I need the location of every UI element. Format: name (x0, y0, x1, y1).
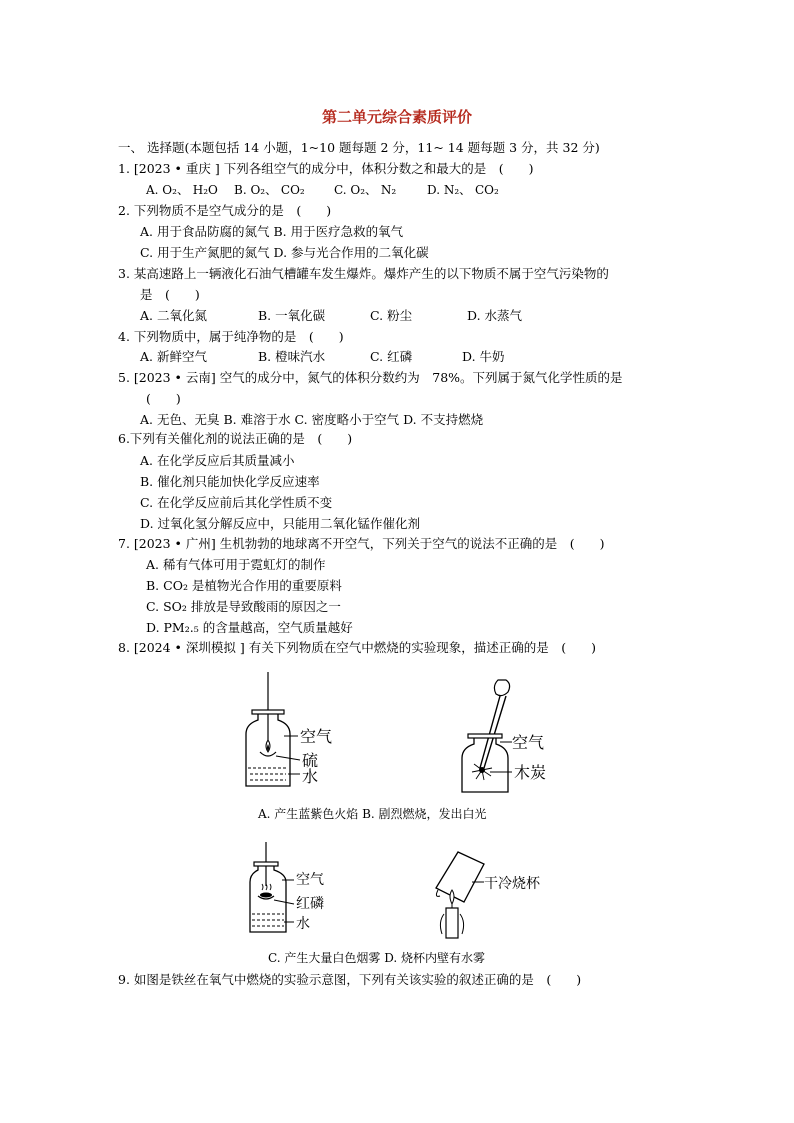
question-6-stem: 6.下列有关催化剂的说法正确的是 ( ) (118, 431, 353, 446)
question-3-option-d: D. 水蒸气 (467, 308, 523, 323)
question-7-option-a: A. 稀有气体可用于霓虹灯的制作 (146, 557, 326, 572)
figure-c-label-water: 水 (296, 916, 310, 932)
question-8-caption-ab: A. 产生蓝紫色火焰 B. 剧烈燃烧，发出白光 (258, 807, 487, 821)
figure-c-label-air: 空气 (296, 872, 324, 888)
question-3-stem-cont: 是 ( ) (140, 287, 200, 302)
question-5-stem: 5. [2023 • 云南] 空气的成分中，氮气的体积分数约为 78%。下列属于氮气化学性质的是 (118, 370, 623, 385)
question-6-option-b: B. 催化剂只能加快化学反应速率 (140, 474, 320, 489)
question-5-stem-cont: ( ) (146, 391, 181, 406)
question-8-caption-cd: C. 产生大量白色烟雾 D. 烧杯内壁有水雾 (268, 951, 486, 965)
section-heading: 一、 选择题(本题包括 14 小题，1~10 题每题 2 分，11~ 14 题每题 3 分，共 32 分) (118, 140, 600, 155)
question-4-option-d: D. 牛奶 (462, 349, 505, 364)
question-2-options-cd: C. 用于生产氮肥的氮气 D. 参与光合作用的二氧化碳 (140, 245, 429, 260)
page-title: 第二单元综合素质评价 (321, 108, 472, 126)
question-1-option-c: C. O₂、 N₂ (334, 183, 397, 197)
figure-b-charcoal-bottle (456, 676, 566, 796)
question-4-option-a: A. 新鲜空气 (140, 349, 207, 364)
figure-a-label-water: 水 (302, 767, 319, 786)
question-3-option-c: C. 粉尘 (370, 308, 413, 323)
question-1-option-b: B. O₂、 CO₂ (234, 183, 305, 197)
question-1-option-d: D. N₂、 CO₂ (427, 183, 499, 197)
question-3-stem: 3. 某高速路上一辆液化石油气槽罐车发生爆炸。爆炸产生的以下物质不属于空气污染物的 (118, 266, 609, 281)
question-7-option-d: D. PM₂.₅ 的含量越高，空气质量越好 (146, 620, 353, 635)
question-4-option-c: C. 红磷 (370, 349, 413, 364)
figure-a-label-air: 空气 (300, 727, 333, 746)
question-8-stem: 8. [2024 • 深圳模拟 ] 有关下列物质在空气中燃烧的实验现象，描述正确的是 ( ) (118, 640, 596, 655)
question-4-option-b: B. 橙味汽水 (258, 349, 326, 364)
question-7-option-c: C. SO₂ 排放是导致酸雨的原因之一 (146, 599, 341, 614)
figure-b-label-charcoal: 木炭 (514, 763, 547, 782)
question-3-option-a: A. 二氧化氮 (140, 308, 207, 323)
figure-d-label-beaker: 干冷烧杯 (484, 876, 540, 892)
question-5-options: A. 无色、无臭 B. 难溶于水 C. 密度略小于空气 D. 不支持燃烧 (140, 412, 484, 427)
question-1-option-a: A. O₂、 H₂O (146, 183, 218, 197)
figure-b-label-air: 空气 (512, 733, 545, 752)
question-6-option-d: D. 过氧化氢分解反应中，只能用二氧化锰作催化剂 (140, 516, 421, 531)
figure-d-beaker-candle (428, 848, 568, 940)
figure-c-label-phosphorus: 红磷 (296, 896, 324, 912)
figure-c-phosphorus-bottle (244, 840, 344, 936)
question-2-options-ab: A. 用于食品防腐的氮气 B. 用于医疗急救的氧气 (140, 224, 404, 239)
figure-a-label-sulfur: 硫 (302, 751, 319, 770)
question-7-stem: 7. [2023 • 广州] 生机勃勃的地球离不开空气，下列关于空气的说法不正确的是 ( ) (118, 536, 605, 551)
question-6-option-c: C. 在化学反应前后其化学性质不变 (140, 495, 333, 510)
question-1-stem: 1. [2023 • 重庆 ] 下列各组空气的成分中，体积分数之和最大的是 ( ) (118, 161, 534, 176)
question-6-option-a: A. 在化学反应后其质量减小 (140, 453, 295, 468)
question-7-option-b: B. CO₂ 是植物光合作用的重要原料 (146, 578, 342, 593)
question-4-stem: 4. 下列物质中，属于纯净物的是 ( ) (118, 329, 344, 344)
question-3-option-b: B. 一氧化碳 (258, 308, 326, 323)
figure-a-sulfur-bottle (238, 668, 348, 796)
question-9-stem: 9. 如图是铁丝在氧气中燃烧的实验示意图，下列有关该实验的叙述正确的是 ( ) (118, 972, 582, 987)
question-2-stem: 2. 下列物质不是空气成分的是 ( ) (118, 203, 332, 218)
